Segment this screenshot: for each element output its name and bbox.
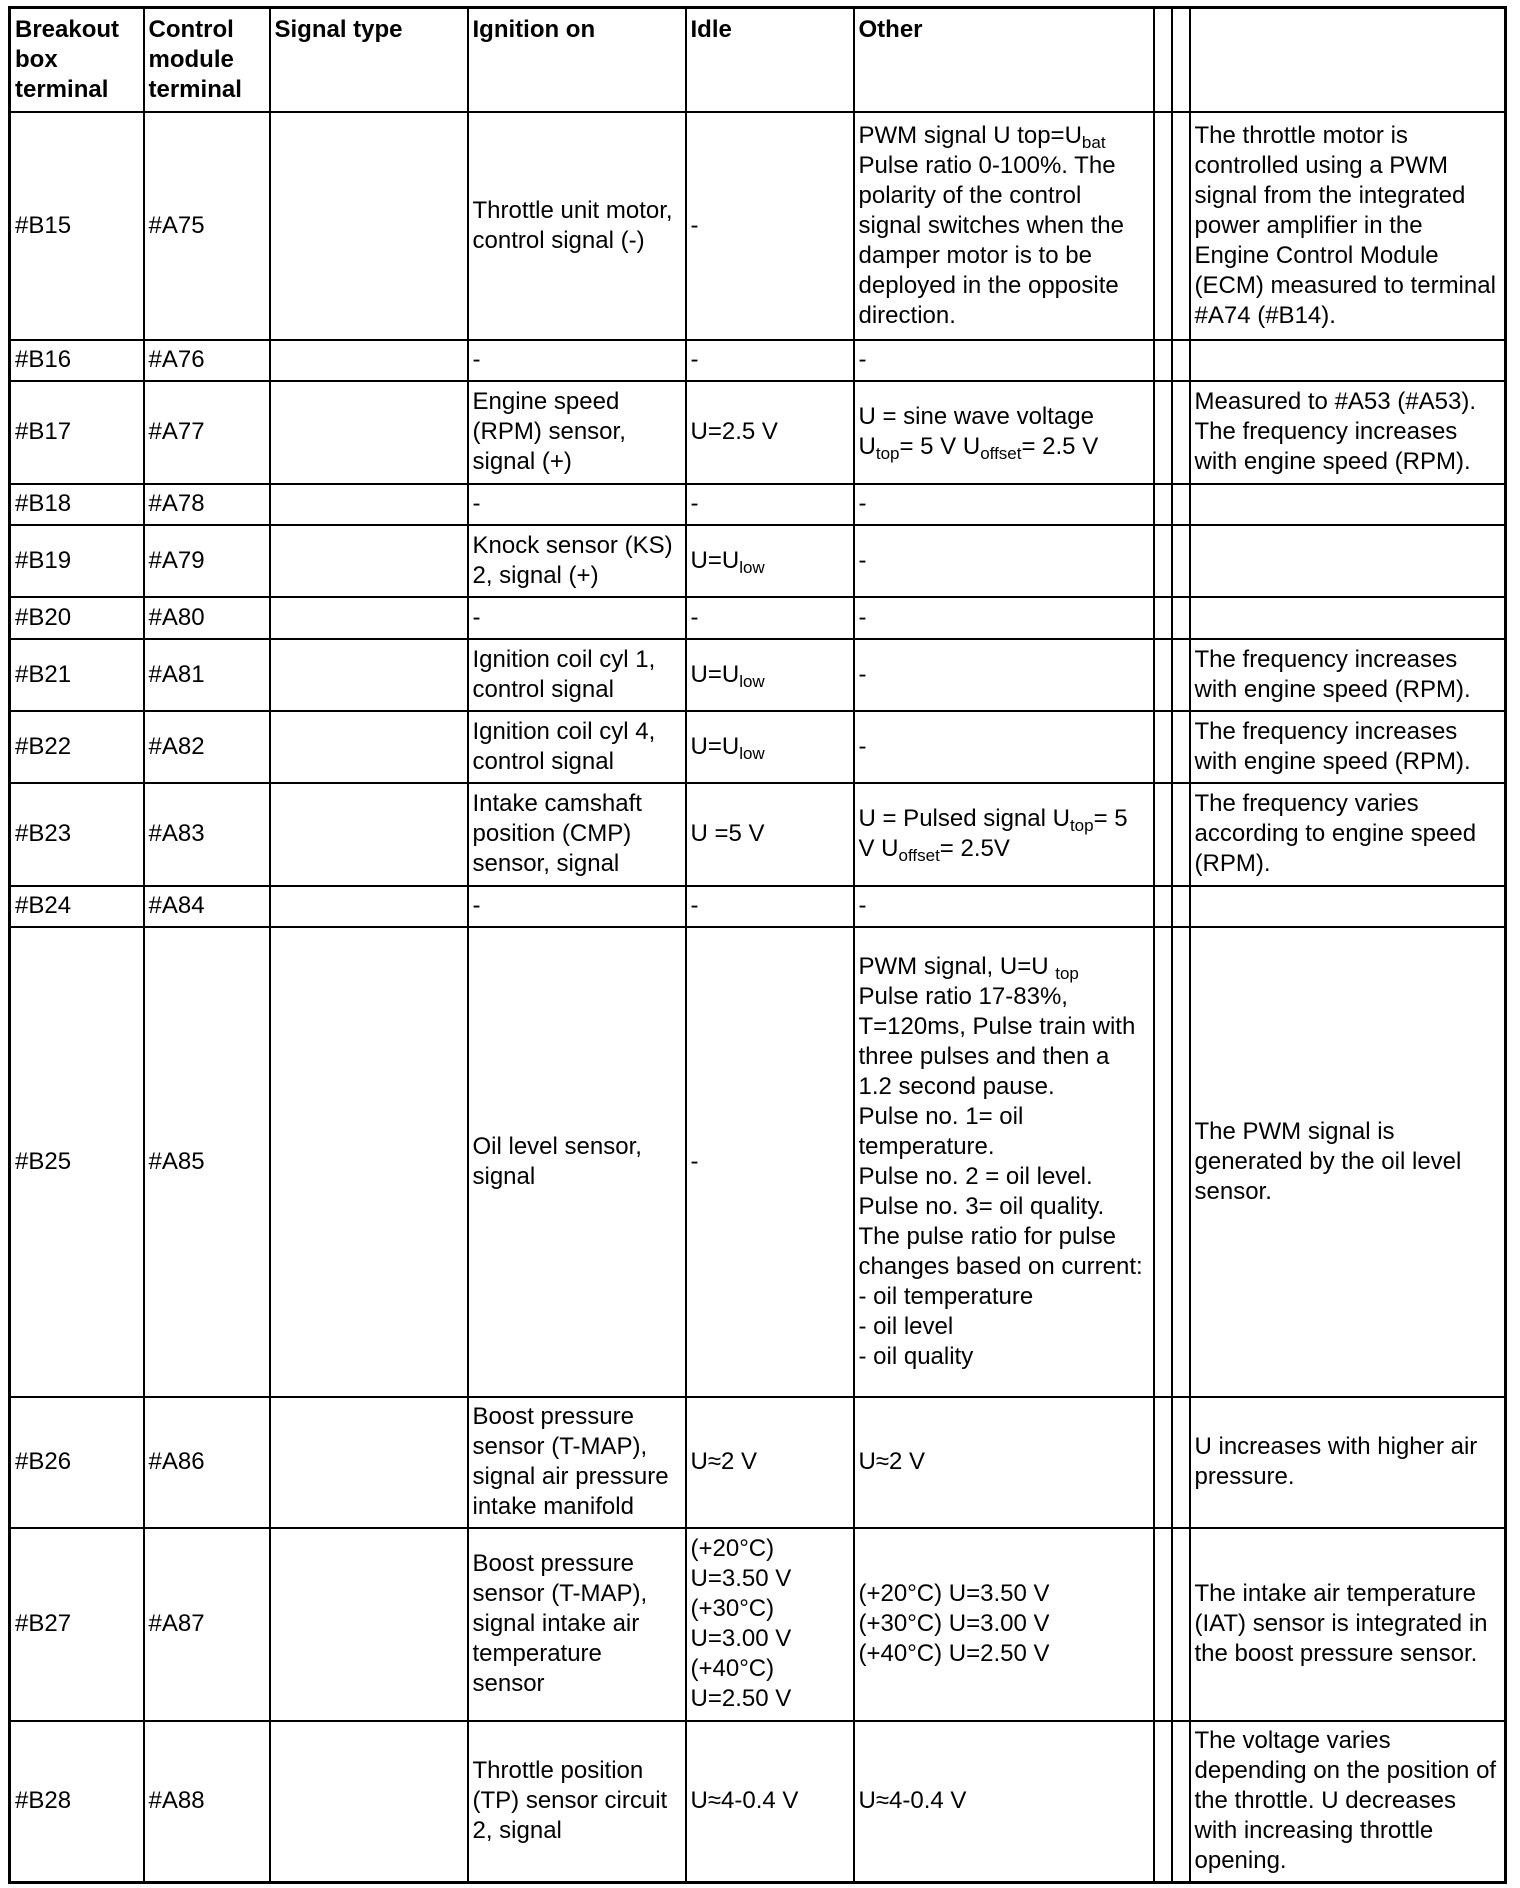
other-cell: U = sine wave voltage $U_{top}= 5$ V $U_{offset}= 2.5$ V <box>854 381 1154 484</box>
idle-cell: - <box>686 597 854 639</box>
other-cell: - <box>854 711 1154 783</box>
other-cell: - <box>854 886 1154 927</box>
blank-cell <box>1172 484 1190 525</box>
blank-cell <box>1172 340 1190 381</box>
control-cell: #A87 <box>144 1528 270 1721</box>
control-cell: #A75 <box>144 112 270 340</box>
other-cell: - <box>854 484 1154 525</box>
table-row <box>10 381 1506 484</box>
control-cell: #A81 <box>144 639 270 711</box>
table-row <box>10 525 1506 597</box>
idle-cell: U≈2 V <box>686 1397 854 1528</box>
signal-cell <box>270 381 468 484</box>
ignition-cell: Throttle position (TP) sensor circuit 2, signal <box>468 1721 686 1883</box>
control-cell: #A80 <box>144 597 270 639</box>
comment-cell: The voltage varies depending on the position of the throttle. U decreases with increasing throttle opening. <box>1190 1721 1506 1883</box>
blank-cell <box>1154 783 1172 886</box>
comment-cell <box>1190 886 1506 927</box>
breakout-cell: #B15 <box>10 112 144 340</box>
idle-cell: - <box>686 886 854 927</box>
blank-cell <box>1154 340 1172 381</box>
breakout-cell: #B17 <box>10 381 144 484</box>
comment-cell: The intake air temperature (IAT) sensor is integrated in the boost pressure sensor. <box>1190 1528 1506 1721</box>
comment-cell: Measured to #A53 (#A53). The frequency increases with engine speed (RPM). <box>1190 381 1506 484</box>
blank-cell <box>1172 927 1190 1397</box>
blank-cell <box>1154 639 1172 711</box>
other-cell: (+20°C) U=3.50 V (+30°C) U=3.00 V (+40°C) U=2.50 V <box>854 1528 1154 1721</box>
comment-cell: U increases with higher air pressure. <box>1190 1397 1506 1528</box>
idle-cell: U=2.5 V <box>686 381 854 484</box>
header-ignition-on: Ignition on <box>468 8 686 112</box>
control-cell: #A76 <box>144 340 270 381</box>
signal-cell <box>270 340 468 381</box>
signal-cell <box>270 1528 468 1721</box>
ignition-cell: Boost pressure sensor (T-MAP), signal air pressure intake manifold <box>468 1397 686 1528</box>
table-row <box>10 927 1506 1397</box>
comment-cell <box>1190 525 1506 597</box>
blank-cell <box>1172 381 1190 484</box>
signal-cell <box>270 1397 468 1528</box>
breakout-cell: #B26 <box>10 1397 144 1528</box>
header-row <box>10 8 1506 112</box>
blank-cell <box>1172 711 1190 783</box>
table-row <box>10 112 1506 340</box>
header-comment <box>1190 8 1506 112</box>
breakout-cell: #B25 <box>10 927 144 1397</box>
other-cell: PWM signal, U=U $_{top}$ Pulse ratio 17-83%, T=120ms, Pulse train with three pulses and then a 1.2 second pause. Pulse no. 1= oil temperature. Pulse no. 2 = oil level. Pulse no. 3= oil quality. The pulse ratio for pulse changes based on current: - oil temperature - oil level - oil quality <box>854 927 1154 1397</box>
other-cell: - <box>854 525 1154 597</box>
comment-cell <box>1190 340 1506 381</box>
signal-cell <box>270 525 468 597</box>
blank-cell <box>1172 886 1190 927</box>
control-cell: #A82 <box>144 711 270 783</box>
signal-cell <box>270 1721 468 1883</box>
breakout-cell: #B27 <box>10 1528 144 1721</box>
comment-cell: The frequency increases with engine speed (RPM). <box>1190 639 1506 711</box>
breakout-cell: #B22 <box>10 711 144 783</box>
idle-cell: U =5 V <box>686 783 854 886</box>
ignition-cell: Throttle unit motor, control signal (-) <box>468 112 686 340</box>
breakout-cell: #B20 <box>10 597 144 639</box>
control-cell: #A78 <box>144 484 270 525</box>
breakout-cell: #B23 <box>10 783 144 886</box>
blank-cell <box>1154 112 1172 340</box>
ignition-cell: Ignition coil cyl 4, control signal <box>468 711 686 783</box>
signal-cell <box>270 112 468 340</box>
idle-cell: U≈4-0.4 V <box>686 1721 854 1883</box>
idle-cell: - <box>686 484 854 525</box>
breakout-cell: #B28 <box>10 1721 144 1883</box>
signal-cell <box>270 639 468 711</box>
control-cell: #A84 <box>144 886 270 927</box>
blank-cell <box>1154 597 1172 639</box>
comment-cell <box>1190 597 1506 639</box>
header-control-module-terminal: Control module terminal <box>144 8 270 112</box>
control-cell: #A77 <box>144 381 270 484</box>
blank-cell <box>1172 639 1190 711</box>
other-cell: PWM signal U $top=U_{bat}$ Pulse ratio 0-100%. The polarity of the control signal switches when the damper motor is to be deployed in the opposite direction. <box>854 112 1154 340</box>
header-other: Other <box>854 8 1154 112</box>
control-cell: #A86 <box>144 1397 270 1528</box>
header-signal-type: Signal type <box>270 8 468 112</box>
ignition-cell: Knock sensor (KS) 2, signal (+) <box>468 525 686 597</box>
control-cell: #A85 <box>144 927 270 1397</box>
blank-cell <box>1154 886 1172 927</box>
header-blank-2 <box>1172 8 1190 112</box>
other-cell: U≈4-0.4 V <box>854 1721 1154 1883</box>
signal-cell <box>270 484 468 525</box>
ignition-cell: Engine speed (RPM) sensor, signal (+) <box>468 381 686 484</box>
ignition-cell: - <box>468 340 686 381</box>
blank-cell <box>1154 484 1172 525</box>
signal-cell <box>270 783 468 886</box>
blank-cell <box>1154 927 1172 1397</box>
ignition-cell: - <box>468 484 686 525</box>
control-cell: #A79 <box>144 525 270 597</box>
blank-cell <box>1172 1397 1190 1528</box>
table-row <box>10 639 1506 711</box>
comment-cell: The frequency increases with engine speed (RPM). <box>1190 711 1506 783</box>
breakout-cell: #B18 <box>10 484 144 525</box>
table-row <box>10 340 1506 381</box>
blank-cell <box>1154 1721 1172 1883</box>
blank-cell <box>1154 381 1172 484</box>
control-cell: #A83 <box>144 783 270 886</box>
other-cell: U = Pulsed signal $U_{top}= 5$ V $U_{offset}= 2.5V$ <box>854 783 1154 886</box>
blank-cell <box>1154 711 1172 783</box>
ignition-cell: Boost pressure sensor (T-MAP), signal intake air temperature sensor <box>468 1528 686 1721</box>
blank-cell <box>1172 783 1190 886</box>
control-cell: #A88 <box>144 1721 270 1883</box>
table-row <box>10 783 1506 886</box>
ignition-cell: Ignition coil cyl 1, control signal <box>468 639 686 711</box>
idle-cell: - <box>686 927 854 1397</box>
signal-cell <box>270 597 468 639</box>
table-row <box>10 1528 1506 1721</box>
breakout-cell: #B21 <box>10 639 144 711</box>
table-row <box>10 597 1506 639</box>
blank-cell <box>1154 1397 1172 1528</box>
blank-cell <box>1172 597 1190 639</box>
blank-cell <box>1172 525 1190 597</box>
ignition-cell: - <box>468 597 686 639</box>
comment-cell <box>1190 484 1506 525</box>
blank-cell <box>1172 1721 1190 1883</box>
table-row <box>10 1397 1506 1528</box>
comment-cell: The throttle motor is controlled using a PWM signal from the integrated power amplifier in the Engine Control Module (ECM) measured to terminal #A74 (#B14). <box>1190 112 1506 340</box>
signal-cell <box>270 886 468 927</box>
header-breakout-box-terminal: Breakout box terminal <box>10 8 144 112</box>
other-cell: - <box>854 597 1154 639</box>
idle-cell: (+20°C) U=3.50 V (+30°C) U=3.00 V (+40°C) U=2.50 V <box>686 1528 854 1721</box>
signal-cell <box>270 711 468 783</box>
blank-cell <box>1154 1528 1172 1721</box>
terminal-signal-table <box>8 6 1507 1884</box>
header-blank-1 <box>1154 8 1172 112</box>
comment-cell: The frequency varies according to engine speed (RPM). <box>1190 783 1506 886</box>
idle-cell: - <box>686 112 854 340</box>
comment-cell: The PWM signal is generated by the oil level sensor. <box>1190 927 1506 1397</box>
other-cell: - <box>854 639 1154 711</box>
table-row <box>10 484 1506 525</box>
signal-cell <box>270 927 468 1397</box>
idle-cell: $U=U_{low}$ <box>686 639 854 711</box>
table-row <box>10 711 1506 783</box>
table-row <box>10 1721 1506 1883</box>
idle-cell: - <box>686 340 854 381</box>
blank-cell <box>1154 525 1172 597</box>
terminal-table-sheet <box>8 6 1504 1884</box>
other-cell: U≈2 V <box>854 1397 1154 1528</box>
idle-cell: $U=U_{low}$ <box>686 711 854 783</box>
breakout-cell: #B24 <box>10 886 144 927</box>
table-row <box>10 886 1506 927</box>
breakout-cell: #B16 <box>10 340 144 381</box>
ignition-cell: Oil level sensor, signal <box>468 927 686 1397</box>
blank-cell <box>1172 112 1190 340</box>
other-cell: - <box>854 340 1154 381</box>
header-idle: Idle <box>686 8 854 112</box>
blank-cell <box>1172 1528 1190 1721</box>
breakout-cell: #B19 <box>10 525 144 597</box>
idle-cell: $U=U_{low}$ <box>686 525 854 597</box>
ignition-cell: Intake camshaft position (CMP) sensor, signal <box>468 783 686 886</box>
ignition-cell: - <box>468 886 686 927</box>
